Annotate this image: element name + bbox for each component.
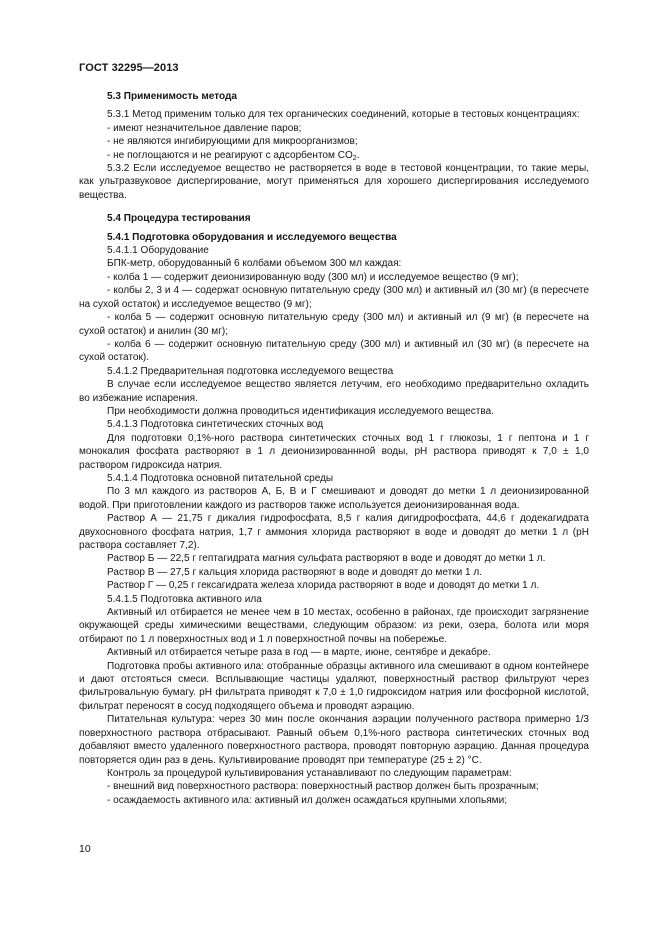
paragraph [79,257,589,270]
section-heading [79,212,589,225]
paragraph-text: - не являются ингибирующими для микроорганизмов; [107,136,358,148]
paragraph [79,472,589,485]
document-header: ГОСТ 32295—2013 [79,62,179,74]
paragraph [79,485,589,512]
paragraph-text: 5.4.1.5 Подготовка активного ила [107,593,262,605]
paragraph [79,794,589,807]
paragraph-text: Подготовка пробы активного ила: отобранные образцы активного ила смешивают в одном контейнере и дают отстояться смеси. Всплывающие частицы удаляют, поверхностный раствор фильтруют через фильтровальную бумагу. pH фильтрата приводят к 7,0 ± 1,0 гидроксидом натрия или фосфорной кислотой, фильтрат переносят в сосуд подходящего объема и проводят аэрацию. [79,660,589,712]
paragraph-text: - внешний вид поверхностного раствора: поверхностный раствор должен быть прозрачным; [107,781,539,793]
paragraph-text: Раствор В — 27,5 г кальция хлорида растворяют в воде и доводят до метки 1 л. [107,566,483,578]
subscript: 2 [352,154,357,162]
paragraph [79,244,589,257]
paragraph-text: По 3 мл каждого из растворов А, Б, В и Г смешивают и доводят до метки 1 л деионизированной водой. При приготовлении каждого из растворов также используется деионизированная вода. [79,486,589,511]
paragraph [79,660,589,714]
paragraph-text: - колба 6 — содержит основную питательную среду (300 мл) и активный ил (30 мг) (в пересчете на сухой остаток). [79,338,589,364]
paragraph [79,405,589,418]
paragraph [79,713,589,767]
paragraph [79,767,589,780]
paragraph-text: - имеют незначительное давление паров; [107,122,302,134]
paragraph [79,606,589,646]
paragraph [79,271,589,284]
paragraph-text: 5.4.1.3 Подготовка синтетических сточных вод [107,419,324,431]
paragraph-text: Для подготовки 0,1%-ного раствора синтетических сточных вод 1 г глюкозы, 1 г пептона и 1 г монокалия фосфата растворяют в 1 л деионизированнной воды, pH раствора приводят к 7,0 ± 1,0 раствором гидроксида натрия. [79,432,589,471]
paragraph-text: 5.3.1 Метод применим только для тех органических соединений, которые в тестовых концентрациях: [107,109,580,121]
paragraph [79,338,589,365]
paragraph-text: Питательная культура: через 30 мин после окончания аэрации полученного раствора примерно 1/3 поверхностного раствора отбрасывают. Равный объем 0,1%-ного раствора синтетических сточных вод добавляют вместо удаленного поверхностного раствора, проводят повторную аэрацию. Данная процедура повторяется один раз в день. Культивирование проводят при температуре (25 ± 2) °С. [79,714,589,766]
paragraph-text: В случае если исследуемое вещество является летучим, его необходимо предварительно охладить во избежание испарения. [79,379,589,404]
paragraph-text: БПК-метр, оборудованный 6 колбами объемом 300 мл каждая: [107,258,402,270]
paragraph [79,365,589,378]
paragraph-text: При необходимости должна проводиться идентификация исследуемого вещества. [107,405,494,417]
paragraph [79,432,589,472]
paragraph [79,108,589,121]
subsection-heading [79,231,589,244]
paragraph [79,122,589,135]
document-body [79,90,589,807]
paragraph-text: - не поглощаются и не реагируют с адсорбентом CO [107,149,353,161]
paragraph [79,780,589,793]
paragraph [79,566,589,579]
paragraph [79,311,589,338]
paragraph-text: 5.3 Применимость метода [107,91,237,102]
paragraph-text: - колбы 2, 3 и 4 — содержат основную питательную среду (300 мл) и активный ил (30 мг) (в пересчете на сухой остаток) и исследуемое вещество (9 мг); [79,285,589,310]
paragraph [79,593,589,606]
paragraph-text: - колба 1 — содержит деионизированную воду (300 мл) и исследуемое вещество (9 мг); [107,271,519,283]
paragraph-text: 5.3.2 Если исследуемое вещество не растворяется в воде в тестовой концентрации, то такие меры, как ультразвуковое диспергирование, могут применяться для хорошего диспергирования исследуемого вещества. [79,163,589,201]
paragraph-text: - осаждаемость активного ила: активный ил должен осаждаться крупными хлопьями; [107,794,507,806]
paragraph [79,512,589,552]
paragraph [79,552,589,565]
section-heading [79,90,589,103]
paragraph-text: 5.4.1.2 Предварительная подготовка исследуемого вещества [107,365,394,377]
paragraph [79,579,589,592]
paragraph-text: Раствор Б — 22,5 г гептагидрата магния сульфата растворяют в воде и доводят до метки 1 л. [107,553,546,565]
paragraph-text: Раствор Г — 0,25 г гексагидрата железа хлорида растворяют в воде и доводят до метки 1 л. [107,580,540,592]
paragraph-text: Контроль за процедурой культивирования устанавливают по следующим параметрам: [107,767,512,779]
paragraph [79,646,589,659]
paragraph [79,284,589,311]
paragraph-text: 5.4.1.4 Подготовка основной питательной среды [107,472,334,484]
paragraph [79,162,589,202]
paragraph-text: Активный ил отбирается не менее чем в 10 местах, особенно в районах, где происходит загрязнение окружающей среды химическими веществами, следующим образом: из реки, озера, болота или моря отбирают по 1 л поверхностных вод и 1 л поверхностной почвы на побережье. [79,607,589,645]
paragraph [79,135,589,148]
page-number: 10 [79,843,91,855]
paragraph-text: 5.4.1 Подготовка оборудования и исследуемого вещества [107,231,397,243]
paragraph-text: 5.4 Процедура тестирования [107,213,251,225]
paragraph-text: 5.4.1.1 Оборудование [107,245,209,257]
paragraph [79,418,589,431]
paragraph-text: Активный ил отбирается четыре раза в год — в марте, июне, сентябре и декабре. [107,647,491,659]
paragraph [79,378,589,405]
paragraph [79,149,589,162]
paragraph-text: - колба 5 — содержит основную питательную среду (300 мл) и активный ил (9 мг) (в пересчете на сухой остаток) и анилин (30 мг); [79,312,589,337]
paragraph-text: Раствор А — 21,75 г дикалия гидрофосфата, 8,5 г калия дигидрофосфата, 44,6 г додекагидрата двухосновного фосфата натрия, 1,7 г аммония хлорида растворяют в воде и доводят до метки 1 л (pH раствора составляет 7,2). [79,513,589,551]
paragraph-tail: . [356,149,360,161]
